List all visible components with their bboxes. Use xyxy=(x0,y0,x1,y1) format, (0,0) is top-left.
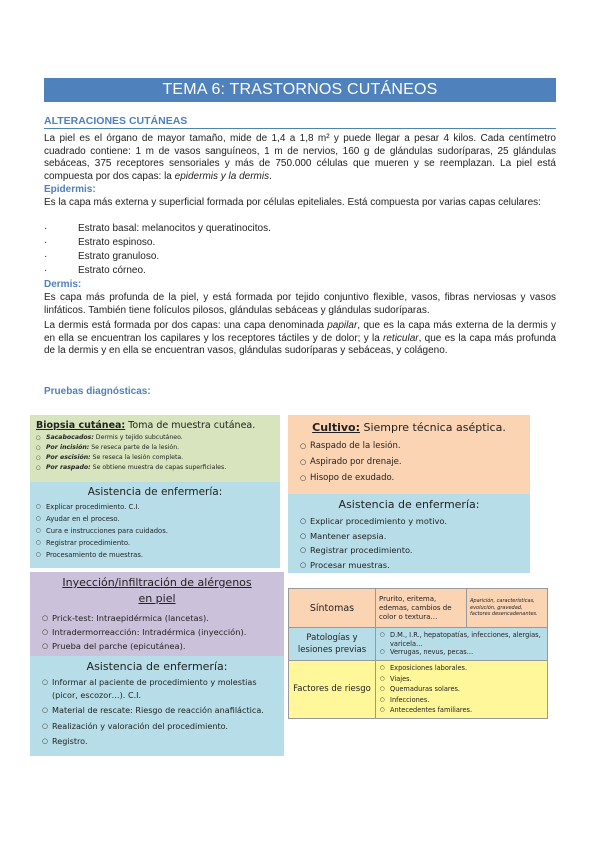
biopsia-title: Biopsia cutánea: Toma de muestra cutánea. xyxy=(36,420,256,431)
factores-item: ○ Quemaduras solares. xyxy=(380,684,543,695)
factores-cell xyxy=(376,661,548,719)
factores-item: ○ Exposiciones laborales. xyxy=(380,663,543,674)
alergenos-box xyxy=(30,572,284,656)
epidermis-layer: · Estrato basal: melanocitos y queratinocitos. xyxy=(44,223,271,234)
cultivo-asist-item: ○ Mantener asepsia. xyxy=(300,529,518,544)
biopsia-asist-item: ○ Procesamiento de muestras. xyxy=(36,549,274,561)
alergenos-asist-item: ○ Realización y valoración del procedimiento. xyxy=(42,720,272,733)
patologias-item: ○ D.M., I.R., hepatopatías, infecciones, alergias, varicela… xyxy=(380,631,543,648)
cultivo-item: ○ Raspado de la lesión. xyxy=(300,438,518,454)
alergenos-asist-item: ○ Informar al paciente de procedimiento y molestias (picor, escozor…). C.I. xyxy=(42,676,272,701)
factores-item: ○ Viajes. xyxy=(380,674,543,685)
sintomas-table xyxy=(288,588,548,719)
alergenos-asistencia-title: Asistencia de enfermería: xyxy=(86,660,228,673)
pruebas-heading: Pruebas diagnósticas: xyxy=(44,386,151,397)
epidermis-layer: · Estrato granuloso. xyxy=(44,251,160,262)
biopsia-asist-item: ○ Registrar procedimiento. xyxy=(36,537,274,549)
cultivo-box xyxy=(288,415,530,494)
alergenos-asist-item: ○ Registro. xyxy=(42,735,272,748)
cultivo-title: Cultivo: Siempre técnica aséptica. xyxy=(312,421,506,434)
cultivo-asist-item: ○ Explicar procedimiento y motivo. xyxy=(300,514,518,529)
alergenos-asistencia-box xyxy=(30,656,284,756)
table-row xyxy=(289,661,548,719)
alergenos-asist-item: ○ Material de rescate: Riesgo de reacción anafiláctica. xyxy=(42,704,272,717)
cultivo-asistencia-title: Asistencia de enfermería: xyxy=(338,498,480,511)
patologias-cell xyxy=(376,628,548,661)
alergenos-item: ○ Intradermorreacción: Intradérmica (inyección). xyxy=(42,625,272,639)
sintomas-col2: Prurito, eritema, edemas, cambios de color o textura… xyxy=(376,589,467,628)
sintomas-label: Síntomas xyxy=(289,589,376,628)
biopsia-asistencia-box xyxy=(30,482,280,568)
cultivo-asistencia-box xyxy=(288,494,530,573)
intro-paragraph: La piel es el órgano de mayor tamaño, mide de 1,4 a 1,8 m² y puede llegar a pesar 4 kilos. Cada centímetro cuadrado contiene: 1 m de vasos sanguíneos, 1 m de nervios, 160 g de glándulas sudoríparas, 25 glándulas sebáceas, 375 receptores sensoriales y más de 750.000 células que mueren y se reemplazan. La piel está compuesta por dos capas: la epidermis y la dermis. xyxy=(44,133,556,182)
biopsia-asistencia-title: Asistencia de enfermería: xyxy=(87,486,223,498)
section-heading: ALTERACIONES CUTÁNEAS xyxy=(44,115,556,129)
sintomas-col3: Aparición, características, evolución, gravedad, factores desencadenantes. xyxy=(467,589,548,628)
cultivo-item: ○ Hisopo de exudado. xyxy=(300,470,518,486)
table-row xyxy=(289,628,548,661)
patologias-item: ○ Verrugas, nevus, pecas… xyxy=(380,648,543,657)
epidermis-heading: Epidermis: xyxy=(44,184,96,195)
factores-item: ○ Infecciones. xyxy=(380,695,543,706)
biopsia-item: ○ Por escisión: Se reseca la lesión completa. xyxy=(36,453,274,463)
page-title: TEMA 6: TRASTORNOS CUTÁNEOS xyxy=(44,78,556,102)
alergenos-item: ○ Prueba del parche (epicutánea). xyxy=(42,639,272,653)
dermis-heading: Dermis: xyxy=(44,279,82,290)
table-row xyxy=(289,589,548,628)
biopsia-item: ○ Por raspado: Se obtiene muestra de capas superficiales. xyxy=(36,463,274,473)
patologias-label: Patologías y lesiones previas xyxy=(289,628,376,661)
biopsia-asist-item: ○ Cura e instrucciones para cuidados. xyxy=(36,525,274,537)
dermis-layers-text: La dermis está formada por dos capas: una capa denominada papilar, que es la capa más externa de la dermis y en ella se encuentran los capilares y los receptores táctiles y de dolor; y la reticular, que es la capa más profunda de la dermis y en ella se encuentran vasos, glándulas sudoríparas y sebáceas, y colágeno. xyxy=(44,320,557,357)
epidermis-layer: · Estrato córneo. xyxy=(44,265,146,276)
cultivo-item: ○ Aspirado por drenaje. xyxy=(300,454,518,470)
epidermis-layer: · Estrato espinoso. xyxy=(44,237,156,248)
biopsia-asist-item: ○ Explicar procedimiento. C.I. xyxy=(36,501,274,513)
epidermis-text: Es la capa más externa y superficial formada por células epiteliales. Está compuesta por varias capas celulares: xyxy=(44,197,541,208)
factores-label: Factores de riesgo xyxy=(289,661,376,719)
cultivo-asist-item: ○ Registrar procedimiento. xyxy=(300,543,518,558)
factores-item: ○ Antecedentes familiares. xyxy=(380,705,543,716)
dermis-text: Es capa más profunda de la piel, y está formada por tejido conjuntivo flexible, vasos, fibras nerviosas y vasos linfáticos. También tiene folículos pilosos, glándulas sebáceas y glándulas sudoríparas. xyxy=(44,292,556,316)
biopsia-box xyxy=(30,415,280,482)
biopsia-asist-item: ○ Ayudar en el proceso. xyxy=(36,513,274,525)
alergenos-title: Inyección/infiltración de alérgenos en piel xyxy=(62,576,252,605)
cultivo-asist-item: ○ Procesar muestras. xyxy=(300,558,518,573)
biopsia-item: ○ Sacabocados: Dermis y tejido subcutáneo. xyxy=(36,433,274,443)
alergenos-item: ○ Prick-test: Intraepidérmica (lancetas). xyxy=(42,611,272,625)
biopsia-item: ○ Por incisión: Se reseca parte de la lesión. xyxy=(36,443,274,453)
